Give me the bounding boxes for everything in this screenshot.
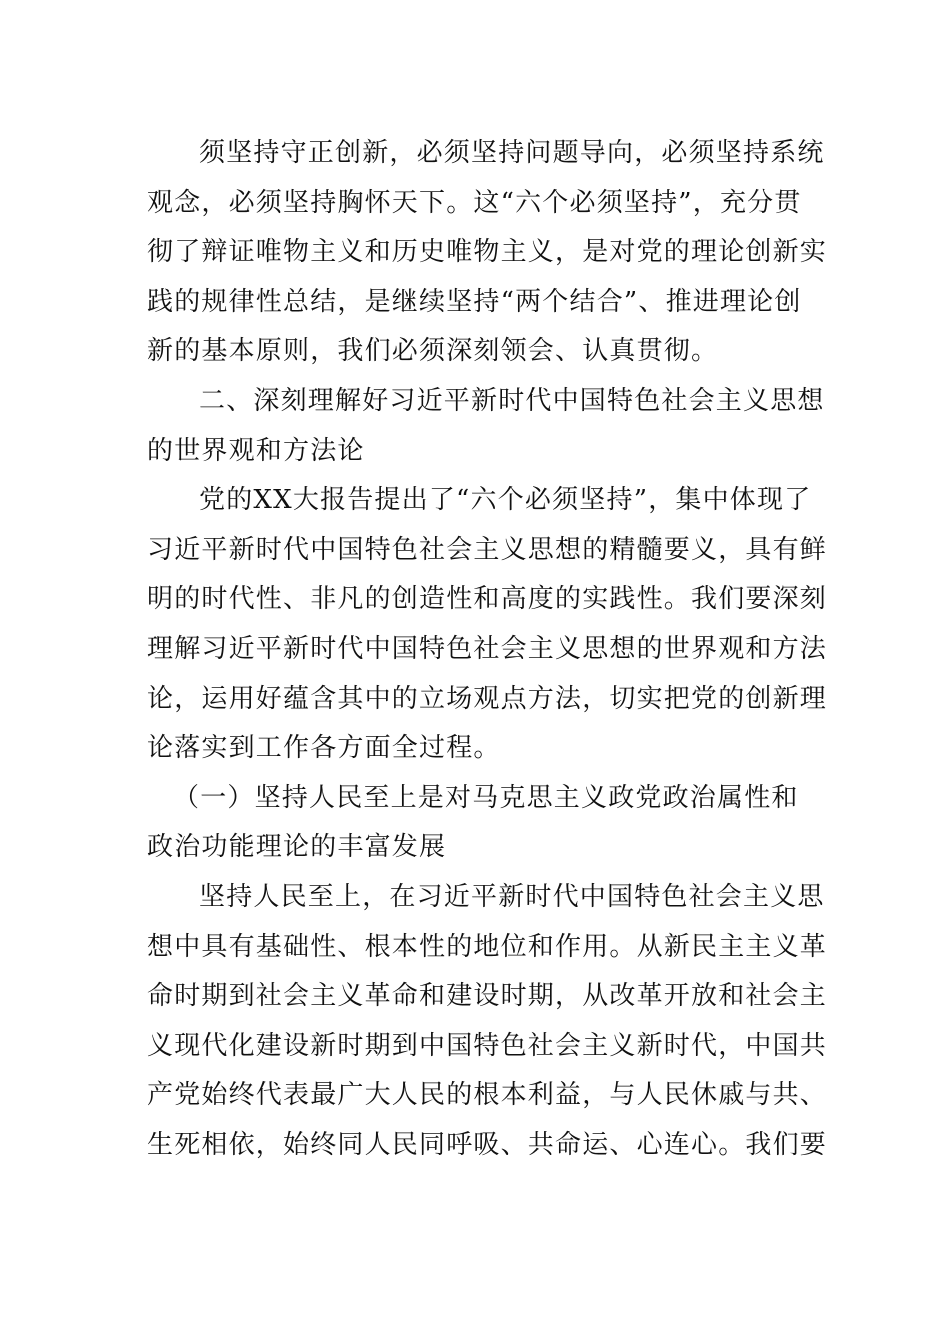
paragraph-line: 理解习近平新时代中国特色社会主义思想的世界观和方法 — [147, 633, 828, 664]
paragraph-line: 论，运用好蕴含其中的立场观点方法，切实把党的创新理 — [147, 683, 828, 714]
paragraph-line: 论落实到工作各方面全过程。 — [147, 733, 501, 764]
document-body — [147, 129, 828, 1170]
paragraph-line: 观念，必须坚持胸怀天下。这“六个必须坚持”，充分贯 — [147, 187, 802, 218]
paragraph-line: 义现代化建设新时期到中国特色社会主义新时代，中国共 — [147, 1030, 828, 1061]
paragraph-line: 命时期到社会主义革命和建设时期，从改革开放和社会主 — [147, 981, 828, 1012]
subsection-heading-line: （一）坚持人民至上是对马克思主义政党政治属性和 — [173, 782, 799, 813]
paragraph-line: 须坚持守正创新，必须坚持问题导向，必须坚持系统 — [199, 138, 825, 168]
paragraph-line: 坚持人民至上，在习近平新时代中国特色社会主义思 — [199, 881, 825, 912]
paragraph-line: 党的XX大报告提出了“六个必须坚持”，集中体现了 — [199, 485, 812, 516]
paragraph-line: 想中具有基础性、根本性的地位和作用。从新民主主义革 — [147, 931, 828, 962]
subsection-heading-line: 政治功能理论的丰富发展 — [147, 832, 447, 863]
paragraph-line: 产党始终代表最广大人民的根本利益，与人民休戚与共、 — [147, 1080, 828, 1111]
paragraph-line: 生死相依，始终同人民同呼吸、共命运、心连心。我们要 — [147, 1129, 828, 1160]
section-heading-line: 的世界观和方法论 — [147, 435, 365, 466]
paragraph-line: 习近平新时代中国特色社会主义思想的精髓要义，具有鲜 — [147, 534, 828, 565]
section-heading-line: 二、深刻理解好习近平新时代中国特色社会主义思想 — [199, 385, 825, 416]
paragraph-line: 彻了辩证唯物主义和历史唯物主义，是对党的理论创新实 — [147, 237, 828, 268]
paragraph-line: 践的规律性总结，是继续坚持“两个结合”、推进理论创 — [147, 286, 802, 317]
paragraph-line: 明的时代性、非凡的创造性和高度的实践性。我们要深刻 — [147, 584, 828, 615]
paragraph-line: 新的基本原则，我们必须深刻领会、认真贯彻。 — [147, 336, 719, 367]
